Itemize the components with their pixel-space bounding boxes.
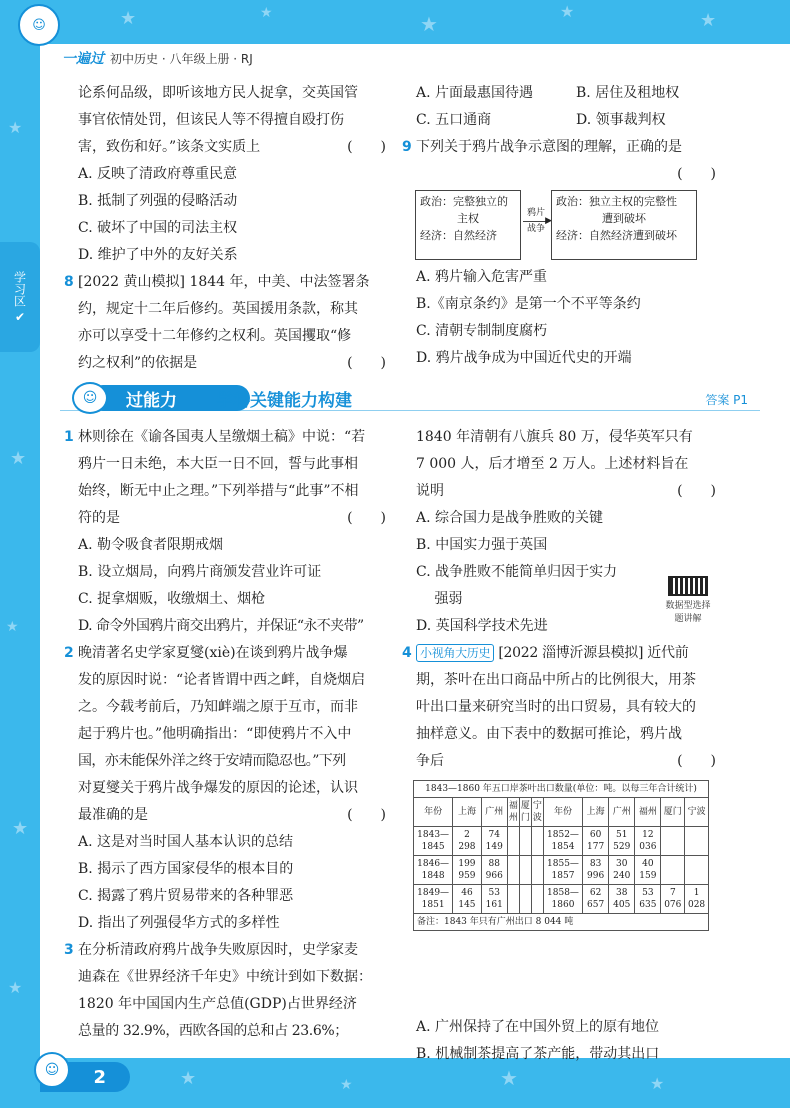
star-icon: ★ <box>420 12 438 36</box>
q3-stem-line: 7 000 人，后才增至 2 万人。上述材料旨在 <box>416 456 689 472</box>
diagram-arrow: 鸦片 ▶ 战争 <box>523 208 549 235</box>
q3-stem-line: 迪森在《世界经济千年史》中统计到如下数据： <box>78 969 372 985</box>
q8-option-c[interactable]: C. 五口通商 <box>416 112 492 128</box>
star-icon: ★ <box>10 448 27 469</box>
q3-stem-line: 总量的 32.9%，西欧各国的总和占 23.6%； <box>78 1023 348 1039</box>
q8-options-row <box>416 80 716 107</box>
question-number: 8 <box>64 274 74 290</box>
section-title: 过能力 <box>90 385 250 411</box>
table-row: 1846—1848 199 959 88 966 1855—1857 83 996 30 240 40 159 <box>414 856 709 885</box>
top-right-column <box>402 80 716 188</box>
q8-stem-line: 亦可以享受十二年修约之权利。英国攫取“修 <box>78 328 352 344</box>
q1-stem-line: 始终，断无中止之理。”下列举措与“此事”不相 <box>78 483 359 499</box>
table-header-row: 年份 上海 广州 福州 厦门 宁波 年份 上海 广州 福州 厦门 宁波 <box>414 798 709 827</box>
mascot-icon: ☺ <box>34 1052 70 1088</box>
page-header <box>40 44 790 72</box>
answer-paren[interactable]: ( ) <box>347 139 386 155</box>
q3-option-c-cont[interactable]: 强弱 <box>416 591 463 607</box>
bottom-left-column <box>64 424 386 1045</box>
q9-stem-line: 9 下列关于鸦片战争示意图的理解，正确的是 <box>416 134 716 161</box>
q3-option-a[interactable]: A. 综合国力是战争胜败的关键 <box>416 510 604 526</box>
star-icon: ★ <box>120 8 137 29</box>
side-tab-study[interactable] <box>0 242 40 352</box>
q8-stem-line: 约之权利”的依据是 ( ) <box>78 350 386 377</box>
q1-option-d[interactable]: D. 命令外国鸦片商交出鸦片，并保证“永不夹带” <box>78 618 364 634</box>
q7-stem-line: 害，致伤和好。”该条文实质上 ( ) <box>78 134 386 161</box>
q7-option-d[interactable]: D. 维护了中外的友好关系 <box>78 247 238 263</box>
q4-options <box>416 1014 716 1068</box>
question-number: 3 <box>64 942 74 958</box>
q8-option-d[interactable]: D. 领事裁判权 <box>576 112 666 128</box>
table-note: 备注：1843 年只有广州出口 8 044 吨 <box>414 914 709 931</box>
side-tab-label: 学习区 <box>12 270 27 307</box>
q9-options <box>416 264 716 372</box>
diagram-before-box: 政治：完整独立的 主权 经济：自然经济 <box>415 190 521 260</box>
question-number: 4 <box>402 645 412 661</box>
mascot-logo-icon: ☺ <box>18 4 60 46</box>
q2-stem-line: 国，亦未能保外洋之终于安靖而隐忍也。”下列 <box>78 753 346 769</box>
q7-stem-line: 论系何品级，即听该地方民人捉拿，交英国管 <box>78 85 358 101</box>
q2-option-a[interactable]: A. 这是对当时国人基本认识的总结 <box>78 834 294 850</box>
q3-option-d[interactable]: D. 英国科学技术先进 <box>416 618 548 634</box>
q1-stem-line: 1 林则徐在《谕各国夷人呈缴烟土稿》中说：“若 <box>78 424 386 451</box>
star-icon: ★ <box>8 118 23 137</box>
section-header <box>60 382 760 412</box>
q3-stem-line: 3 在分析清政府鸦片战争失败原因时，史学家麦 <box>78 937 386 964</box>
table-row: 1849—1851 46 145 53 161 1858—1860 62 657 38 405 53 635 7 076 1 028 <box>414 885 709 914</box>
mascot-icon: ☺ <box>72 382 108 414</box>
top-left-column <box>64 80 386 377</box>
q8-options-row <box>416 107 716 134</box>
q8-stem-line: 8 [2022 黄山模拟] 1844 年，中美、中法签署条 <box>78 269 386 296</box>
answer-paren[interactable]: ( ) <box>347 355 386 371</box>
q4-option-b[interactable]: B. 机械制茶提高了茶产能，带动其出口 <box>416 1046 660 1062</box>
star-icon: ★ <box>8 978 23 997</box>
q2-stem-line: 2 晚清著名史学家夏燮(xiè)在谈到鸦片战争爆 <box>78 640 386 667</box>
q8-stem-line: 约，规定十二年后修约。英国援用条款，称其 <box>78 301 358 317</box>
q2-option-d[interactable]: D. 指出了列强侵华方式的多样性 <box>78 915 280 931</box>
q3-option-b[interactable]: B. 中国实力强于英国 <box>416 537 548 553</box>
star-icon: ★ <box>560 2 575 21</box>
q1-stem-line: 鸦片一日未绝，本大臣一日不回，誓与此事相 <box>78 456 358 472</box>
q1-option-b[interactable]: B. 设立烟局，向鸦片商颁发营业许可证 <box>78 564 322 580</box>
q7-option-c[interactable]: C. 破坏了中国的司法主权 <box>78 220 238 236</box>
diagram-after-box: 政治：独立主权的完整性 遭到破坏 经济：自然经济遭到破坏 <box>551 190 697 260</box>
q9-option-d[interactable]: D. 鸦片战争成为中国近代史的开端 <box>416 350 632 366</box>
q2-option-b[interactable]: B. 揭示了西方国家侵华的根本目的 <box>78 861 294 877</box>
answer-paren[interactable]: ( ) <box>347 807 386 823</box>
star-icon: ★ <box>6 619 19 635</box>
q2-stem-line: 对夏燮关于鸦片战争爆发的原因的论述，认识 <box>78 780 358 796</box>
star-icon: ★ <box>500 1066 518 1090</box>
star-icon: ★ <box>12 818 29 839</box>
brand-logo: 一遍过 <box>62 51 104 67</box>
table-row: 1843—1845 2 298 74 149 1852—1854 60 177 51 529 12 036 <box>414 827 709 856</box>
q4-stem-line: 期，茶叶在出口商品中所占的比例很大，用茶 <box>416 672 696 688</box>
answer-paren[interactable]: ( ) <box>677 483 716 499</box>
answer-paren[interactable]: ( ) <box>677 166 716 182</box>
star-icon: ★ <box>650 1074 665 1093</box>
question-number: 1 <box>64 429 74 445</box>
q3-stem-line: 1820 年中国国内生产总值(GDP)占世界经济 <box>78 996 357 1012</box>
q1-option-c[interactable]: C. 捉拿烟贩，收缴烟土、烟枪 <box>78 591 266 607</box>
opium-war-diagram <box>415 190 695 262</box>
answer-paren[interactable]: ( ) <box>347 510 386 526</box>
question-number: 9 <box>402 139 412 155</box>
tea-export-table <box>413 780 709 931</box>
check-icon: ✔ <box>14 309 26 324</box>
q8-option-b[interactable]: B. 居住及租地权 <box>576 85 680 101</box>
book-title: 初中历史 · 八年级上册 · RJ <box>110 51 253 66</box>
q3-option-c[interactable]: C. 战争胜败不能简单归因于实力 <box>416 564 618 580</box>
q4-stem-line: 叶出口量来研究当时的出口贸易，具有较大的 <box>416 699 696 715</box>
q9-option-a[interactable]: A. 鸦片输入危害严重 <box>416 269 548 285</box>
answer-paren[interactable]: ( ) <box>677 753 716 769</box>
question-number: 2 <box>64 645 74 661</box>
q2-option-c[interactable]: C. 揭露了鸦片贸易带来的各种罪恶 <box>78 888 294 904</box>
feature-tag: 小视角大历史 <box>416 644 494 662</box>
q2-stem-line: 起于鸦片也。”他明确指出：“即使鸦片不入中 <box>78 726 352 742</box>
q2-stem-line: 发的原因时说：“论者皆谓中西之衅，自烧烟启 <box>78 672 366 688</box>
star-icon: ★ <box>180 1068 197 1089</box>
q4-stem-line: 4 小视角大历史 [2022 淄博沂源县模拟] 近代前 <box>416 640 716 667</box>
q8-option-a[interactable]: A. 片面最惠国待遇 <box>416 85 534 101</box>
answer-reference[interactable]: 答案 P1 <box>705 393 748 407</box>
q7-stem-line: 事官依情处罚，但该民人等不得擅自殴打伤 <box>78 112 344 128</box>
star-icon: ★ <box>260 5 273 21</box>
q1-option-a[interactable]: A. 勒令吸食者限期戒烟 <box>78 537 224 553</box>
qr-code[interactable]: 数据型选择 题讲解 <box>660 576 716 636</box>
q1-stem-line: 符的是 ( ) <box>78 505 386 532</box>
q2-stem-line: 之。今载考前后，乃知衅端之原于互市，而非 <box>78 699 358 715</box>
q3-stem-line: 说明 ( ) <box>416 478 716 505</box>
page-number: 2 <box>40 1062 130 1092</box>
qr-code-icon <box>668 576 708 596</box>
q7-option-b[interactable]: B. 抵制了列强的侵略活动 <box>78 193 238 209</box>
q7-option-a[interactable]: A. 反映了清政府尊重民意 <box>78 166 238 182</box>
star-icon: ★ <box>700 10 717 31</box>
q4-stem-line: 抽样意义。由下表中的数据可推论，鸦片战 <box>416 726 682 742</box>
q9-option-b[interactable]: B.《南京条约》是第一个不平等条约 <box>416 296 641 312</box>
q4-stem-line: 争后 ( ) <box>416 748 716 775</box>
q2-stem-line: 最准确的是 ( ) <box>78 802 386 829</box>
q4-option-a[interactable]: A. 广州保持了在中国外贸上的原有地位 <box>416 1019 660 1035</box>
section-subtitle: 学科关键能力构建 <box>216 391 352 411</box>
q3-stem-line: 1840 年清朝有八旗兵 80 万，侵华英军只有 <box>416 429 693 445</box>
table-caption: 1843—1860 年五口岸茶叶出口数量(单位：吨。以每三年合计统计) <box>414 781 709 798</box>
q9-option-c[interactable]: C. 清朝专制制度腐朽 <box>416 323 548 339</box>
star-icon: ★ <box>340 1077 353 1093</box>
